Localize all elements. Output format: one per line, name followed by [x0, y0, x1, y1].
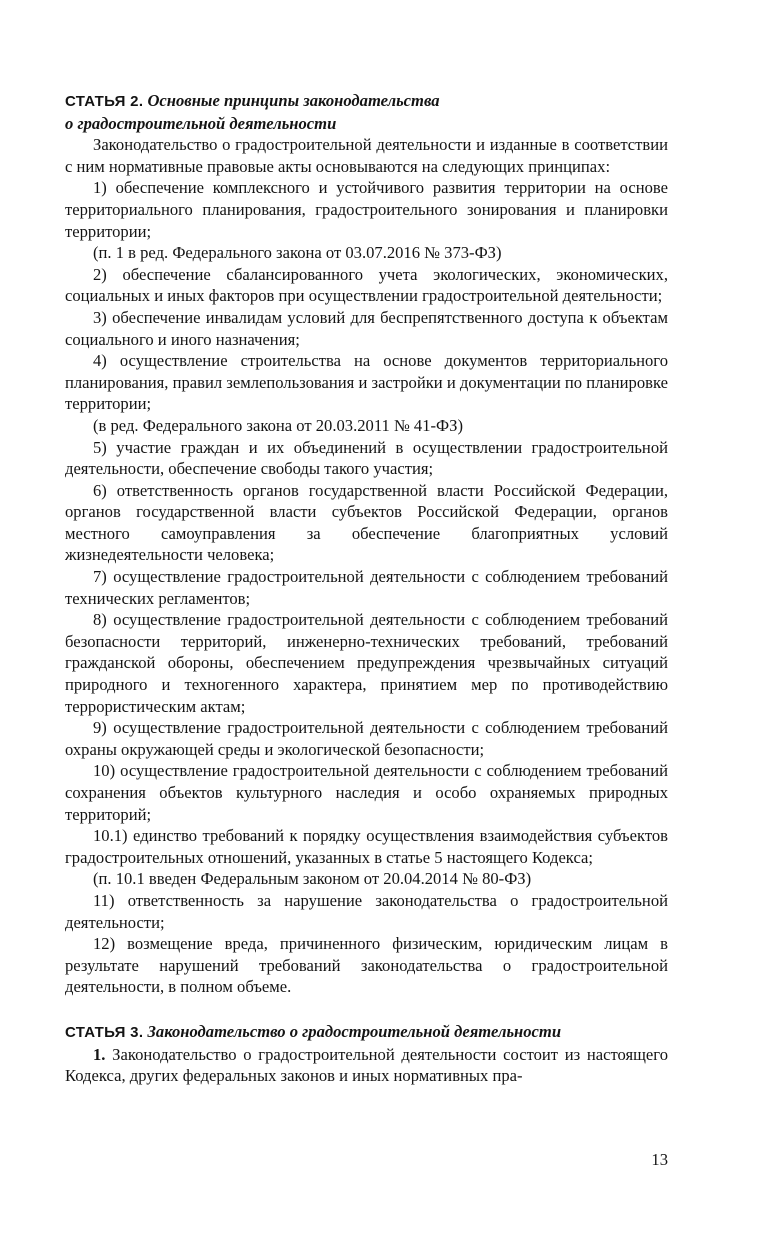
principle-7: 7) осуществление градостроительной деятельности с соблюдением требований технических регламентов; — [65, 567, 668, 608]
principle-4: 4) осуществление строительства на основе документов территориального планирования, правил землепользования и застройки и документации по планировке территории; — [65, 351, 668, 414]
page-number: 13 — [651, 1150, 668, 1169]
article-2-heading — [65, 90, 668, 134]
article-3-item-1-number: 1. — [93, 1044, 106, 1064]
article-2-title-line-2: о градостроительной деятельности — [65, 113, 337, 133]
amendment-note: (п. 1 в ред. Федерального закона от 03.07.2016 № 373-ФЗ) — [93, 243, 502, 263]
principle-1: 1) обеспечение комплексного и устойчивого развития территории на основе территориального планирования, градостроительного зонирования и планировки территории; — [65, 178, 668, 241]
article-3-item-1-text: Законодательство о градостроительной деятельности состоит из настоящего Кодекса, других федеральных законов и иных нормативных пра- — [65, 1044, 668, 1086]
principle-9: 9) осуществление градостроительной деятельности с соблюдением требований охраны окружающей среды и экологической безопасности; — [65, 718, 668, 759]
article-3-title: Законодательство о градостроительной деятельности — [147, 1021, 562, 1041]
principle-10-1: 10.1) единство требований к порядку осуществления взаимодействия субъектов градостроительных отношений, указанных в статье 5 настоящего Кодекса; — [65, 826, 668, 867]
principle-11: 11) ответственность за нарушение законодательства о градостроительной деятельности; — [65, 890, 668, 932]
section-gap — [65, 998, 668, 1021]
article-2-intro: Законодательство о градостроительной деятельности и изданные в соответствии с ним нормативные правовые акты основываются на следующих принципах: — [65, 135, 668, 176]
principle-5: 5) участие граждан и их объединений в осуществлении градостроительной деятельности, обеспечение свободы такого участия; — [65, 437, 668, 479]
article-2-label: СТАТЬЯ 2. — [65, 93, 144, 110]
article-2-title-line-1: Основные принципы законодательства — [147, 91, 440, 110]
document-page — [65, 90, 668, 1087]
principle-8: 8) осуществление градостроительной деятельности с соблюдением требований безопасности территорий, инженерно-технических требований, требований гражданской обороны, обеспечением предупреждения чрезвычайных ситуаций природного и техногенного характера, принятием мер по противодействию террористическим актам; — [65, 610, 668, 716]
principle-6: 6) ответственность органов государственной власти Российской Федерации, органов государственной власти субъектов Российской Федерации, органов местного самоуправления за обеспечение благоприятных условий жизнедеятельности человека; — [65, 480, 668, 565]
article-3-label: СТАТЬЯ 3. — [65, 1023, 144, 1041]
principle-2: 2) обеспечение сбалансированного учета экологических, экономических, социальных и иных факторов при осуществлении градостроительной деятельности; — [65, 264, 668, 306]
article-3-item-1 — [65, 1044, 668, 1087]
article-3-heading — [65, 1021, 668, 1044]
principle-10: 10) осуществление градостроительной деятельности с соблюдением требований сохранения объектов культурного наследия и особо охраняемых природных территорий; — [65, 761, 668, 824]
amendment-note: (в ред. Федерального закона от 20.03.2011 № 41-ФЗ) — [93, 415, 463, 435]
principle-12: 12) возмещение вреда, причиненного физическим, юридическим лицам в результате нарушений требований законодательства о градостроительной деятельности, в полном объеме. — [65, 934, 668, 997]
principle-3: 3) обеспечение инвалидам условий для беспрепятственного доступа к объектам социального и иного назначения; — [65, 307, 668, 349]
amendment-note: (п. 10.1 введен Федеральным законом от 20.04.2014 № 80-ФЗ) — [93, 869, 532, 889]
